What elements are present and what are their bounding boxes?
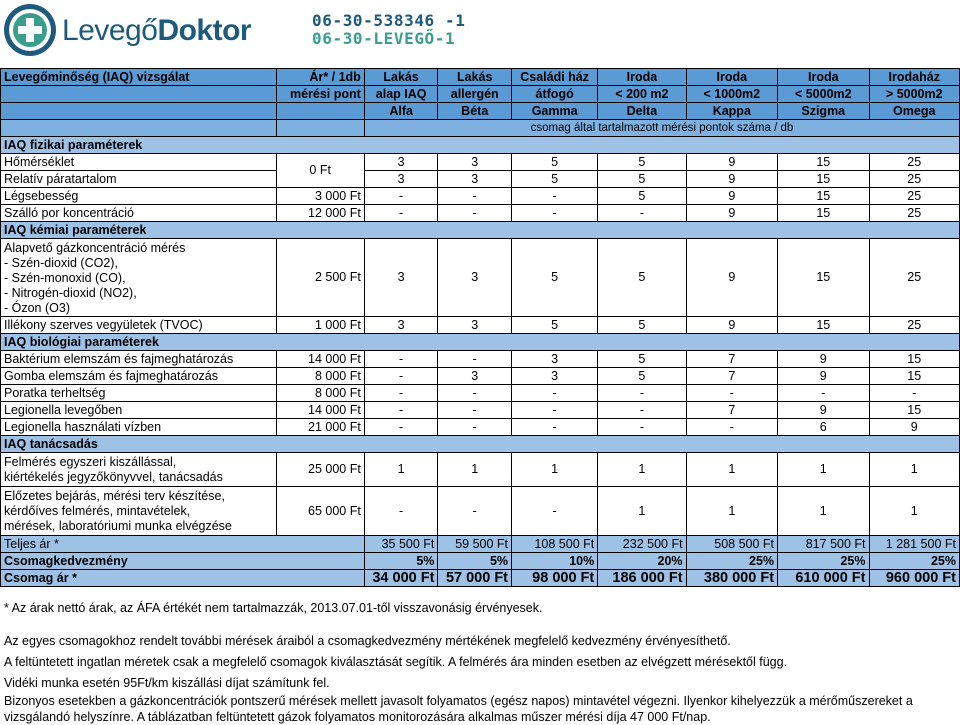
price-cell: 65 000 Ft xyxy=(276,487,364,536)
value-cell: 6 xyxy=(778,419,869,436)
label-line: - Szén-monoxid (CO), xyxy=(4,271,126,285)
value-cell: - xyxy=(364,368,438,385)
header-cell: Ár* / 1db xyxy=(276,69,364,86)
value-cell: 15 xyxy=(778,239,869,317)
value-cell: - xyxy=(512,385,598,402)
value-cell: - xyxy=(364,188,438,205)
value-cell: 7 xyxy=(686,368,777,385)
package-name-cell: Delta xyxy=(598,103,686,120)
table-row xyxy=(1,487,960,536)
package-price-cell: 610 000 Ft xyxy=(778,570,869,587)
price-cell: 1 000 Ft xyxy=(276,317,364,334)
value-cell: - xyxy=(364,385,438,402)
value-cell: - xyxy=(438,205,512,222)
price-cell: 14 000 Ft xyxy=(276,351,364,368)
package-name-cell: Szigma xyxy=(778,103,869,120)
header-cell: Levegőminőség (IAQ) vizsgálat xyxy=(1,69,277,86)
row-label: Légsebesség xyxy=(1,188,277,205)
package-price-cell: 98 000 Ft xyxy=(512,570,598,587)
value-cell: - xyxy=(364,419,438,436)
value-cell: - xyxy=(686,385,777,402)
value-cell: 3 xyxy=(438,154,512,171)
price-cell: 12 000 Ft xyxy=(276,205,364,222)
value-cell: 3 xyxy=(512,368,598,385)
header-row-1 xyxy=(1,69,960,86)
discount-row xyxy=(1,553,960,570)
header-cell xyxy=(276,120,364,137)
phone-numbers xyxy=(312,12,466,48)
value-cell: 9 xyxy=(686,154,777,171)
value-cell: - xyxy=(512,205,598,222)
row-label: Szálló por koncentráció xyxy=(1,205,277,222)
label-line: mérések, laboratóriumi munka elvégzése xyxy=(4,519,232,533)
discount-cell: 10% xyxy=(512,553,598,570)
row-label: Legionella használati vízben xyxy=(1,419,277,436)
value-cell: - xyxy=(598,419,686,436)
value-cell: 5 xyxy=(598,188,686,205)
package-price-cell: 960 000 Ft xyxy=(869,570,960,587)
value-cell: 9 xyxy=(686,171,777,188)
footnote-travel: Vidéki munka esetén 95Ft/km kiszállási díjat számítunk fel. xyxy=(4,676,330,690)
table-row xyxy=(1,317,960,334)
value-cell: - xyxy=(438,351,512,368)
value-cell: 3 xyxy=(438,171,512,188)
value-cell: 3 xyxy=(364,239,438,317)
iaq-price-table xyxy=(0,68,960,587)
value-cell: 25 xyxy=(869,205,960,222)
package-price-row xyxy=(1,570,960,587)
package-name-cell: Kappa xyxy=(686,103,777,120)
label-line: kiértékelés jegyzőkönyvvel, tanácsadás xyxy=(4,470,223,484)
table-row xyxy=(1,154,960,171)
price-cell: 14 000 Ft xyxy=(276,402,364,419)
package-price-cell: 34 000 Ft xyxy=(364,570,438,587)
value-cell: 15 xyxy=(778,188,869,205)
price-cell: 2 500 Ft xyxy=(276,239,364,317)
label-line: - Ózon (O3) xyxy=(4,301,70,315)
row-label: Poratka terheltség xyxy=(1,385,277,402)
discount-cell: 25% xyxy=(778,553,869,570)
header-cell xyxy=(1,86,277,103)
package-name-cell: Omega xyxy=(869,103,960,120)
value-cell: 1 xyxy=(364,453,438,487)
package-name-cell: Alfa xyxy=(364,103,438,120)
total-cell: 508 500 Ft xyxy=(686,536,777,553)
price-cell: 8 000 Ft xyxy=(276,385,364,402)
header-cell: Iroda xyxy=(778,69,869,86)
value-cell: 7 xyxy=(686,402,777,419)
total-cell: 817 500 Ft xyxy=(778,536,869,553)
section-title: IAQ fizikai paraméterek xyxy=(1,137,960,154)
total-cell: 59 500 Ft xyxy=(438,536,512,553)
value-cell: 3 xyxy=(364,154,438,171)
value-cell: 25 xyxy=(869,188,960,205)
levegodoktor-logo-icon xyxy=(2,2,58,58)
header-cell: Lakás xyxy=(438,69,512,86)
value-cell: 3 xyxy=(438,368,512,385)
package-name-cell: Gamma xyxy=(512,103,598,120)
row-label: Baktérium elemszám és fajmeghatározás xyxy=(1,351,277,368)
section-row-advice xyxy=(1,436,960,453)
brand-name-part2: Doktor xyxy=(157,14,252,47)
value-cell: 1 xyxy=(686,487,777,536)
value-cell: 7 xyxy=(686,351,777,368)
header-cell: < 1000m2 xyxy=(686,86,777,103)
value-cell: - xyxy=(438,385,512,402)
header-cell: < 5000m2 xyxy=(778,86,869,103)
value-cell: 25 xyxy=(869,154,960,171)
header-cell: átfogó xyxy=(512,86,598,103)
row-label: Csomag ár * xyxy=(1,570,365,587)
header-cell xyxy=(1,103,277,120)
value-cell: 9 xyxy=(778,368,869,385)
row-label: Teljes ár * xyxy=(1,536,365,553)
total-cell: 108 500 Ft xyxy=(512,536,598,553)
header-cell: Irodaház xyxy=(869,69,960,86)
row-label: Gomba elemszám és fajmeghatározás xyxy=(1,368,277,385)
price-cell: 8 000 Ft xyxy=(276,368,364,385)
value-cell: - xyxy=(598,402,686,419)
value-cell: 1 xyxy=(598,487,686,536)
value-cell: - xyxy=(438,487,512,536)
value-cell: 1 xyxy=(869,453,960,487)
row-label xyxy=(1,487,277,536)
value-cell: - xyxy=(512,419,598,436)
total-cell: 35 500 Ft xyxy=(364,536,438,553)
value-cell: - xyxy=(438,188,512,205)
table-row xyxy=(1,205,960,222)
header-cell: alap IAQ xyxy=(364,86,438,103)
header-cell xyxy=(276,103,364,120)
value-cell: - xyxy=(438,402,512,419)
value-cell: 9 xyxy=(686,239,777,317)
price-cell: 0 Ft xyxy=(276,154,364,188)
value-cell: 15 xyxy=(778,154,869,171)
measure-points-caption: csomag által tartalmazott mérési pontok száma / db xyxy=(364,120,959,137)
value-cell: 3 xyxy=(364,317,438,334)
value-cell: 1 xyxy=(778,453,869,487)
value-cell: - xyxy=(598,385,686,402)
value-cell: 5 xyxy=(512,317,598,334)
value-cell: - xyxy=(512,188,598,205)
value-cell: - xyxy=(778,385,869,402)
label-line: Előzetes bejárás, mérési terv készítése, xyxy=(4,489,225,503)
value-cell: 5 xyxy=(598,317,686,334)
value-cell: 25 xyxy=(869,317,960,334)
discount-cell: 25% xyxy=(869,553,960,570)
header-cell xyxy=(1,120,277,137)
total-cell: 1 281 500 Ft xyxy=(869,536,960,553)
row-label: Relatív páratartalom xyxy=(1,171,277,188)
value-cell: 1 xyxy=(778,487,869,536)
price-cell: 25 000 Ft xyxy=(276,453,364,487)
value-cell: - xyxy=(512,487,598,536)
value-cell: - xyxy=(438,419,512,436)
discount-cell: 25% xyxy=(686,553,777,570)
phone-number-1: 06-30-538346 -1 xyxy=(312,11,466,30)
row-label: Illékony szerves vegyületek (TVOC) xyxy=(1,317,277,334)
header-row-3 xyxy=(1,103,960,120)
page-header xyxy=(0,0,960,66)
row-label xyxy=(1,453,277,487)
header-cell: Iroda xyxy=(598,69,686,86)
header-cell: allergén xyxy=(438,86,512,103)
section-row-chemical xyxy=(1,222,960,239)
value-cell: 25 xyxy=(869,239,960,317)
brand-name-part1: Levegő xyxy=(62,14,158,47)
brand-name xyxy=(62,14,251,48)
table-row xyxy=(1,385,960,402)
table-row xyxy=(1,453,960,487)
value-cell: - xyxy=(686,419,777,436)
value-cell: 9 xyxy=(686,188,777,205)
value-cell: 15 xyxy=(778,205,869,222)
value-cell: 3 xyxy=(512,351,598,368)
value-cell: 5 xyxy=(512,171,598,188)
phone-number-2: 06-30-LEVEGŐ-1 xyxy=(312,29,456,48)
value-cell: - xyxy=(364,205,438,222)
value-cell: 5 xyxy=(512,239,598,317)
value-cell: 15 xyxy=(778,317,869,334)
header-cell: Lakás xyxy=(364,69,438,86)
section-title: IAQ tanácsadás xyxy=(1,436,960,453)
header-row-2 xyxy=(1,86,960,103)
footnote-discount: Az egyes csomagokhoz rendelt további mérések áraiból a csomagkedvezmény mértékének megfelelő kedvezmény érvényesíthető. xyxy=(4,634,731,648)
header-cell: > 5000m2 xyxy=(869,86,960,103)
package-name-cell: Béta xyxy=(438,103,512,120)
value-cell: 15 xyxy=(869,402,960,419)
package-price-cell: 186 000 Ft xyxy=(598,570,686,587)
value-cell: 1 xyxy=(869,487,960,536)
value-cell: 5 xyxy=(598,239,686,317)
value-cell: 25 xyxy=(869,171,960,188)
value-cell: - xyxy=(869,385,960,402)
value-cell: 15 xyxy=(778,171,869,188)
value-cell: - xyxy=(364,487,438,536)
package-price-cell: 57 000 Ft xyxy=(438,570,512,587)
table-row xyxy=(1,402,960,419)
table-row xyxy=(1,419,960,436)
section-title: IAQ biológiai paraméterek xyxy=(1,334,960,351)
table-row xyxy=(1,351,960,368)
value-cell: 5 xyxy=(512,154,598,171)
label-line: Felmérés egyszeri kiszállással, xyxy=(4,455,177,469)
discount-cell: 5% xyxy=(438,553,512,570)
footnote-prices: * Az árak nettó árak, az ÁFA értékét nem tartalmazzák, 2013.07.01-től visszavonásig érvényesek. xyxy=(4,601,543,615)
section-title: IAQ kémiai paraméterek xyxy=(1,222,960,239)
label-line: kérdőíves felmérés, mintavételek, xyxy=(4,504,191,518)
footnote-sizes: A feltüntetett ingatlan méretek csak a megfelelő csomagok kiválasztását segítik. A felmérés ára minden esetben az elvégzett mérésektől függ. xyxy=(4,655,788,669)
header-cell: < 200 m2 xyxy=(598,86,686,103)
package-price-cell: 380 000 Ft xyxy=(686,570,777,587)
price-cell: 21 000 Ft xyxy=(276,419,364,436)
section-row-physical xyxy=(1,137,960,154)
value-cell: 15 xyxy=(869,351,960,368)
header-cell: Iroda xyxy=(686,69,777,86)
value-cell: 9 xyxy=(686,317,777,334)
value-cell: 9 xyxy=(778,351,869,368)
label-line: Alapvető gázkoncentráció mérés xyxy=(4,241,186,255)
price-cell: 3 000 Ft xyxy=(276,188,364,205)
value-cell: 1 xyxy=(598,453,686,487)
value-cell: 5 xyxy=(598,368,686,385)
row-label: Csomagkedvezmény xyxy=(1,553,365,570)
label-line: - Nitrogén-dioxid (NO2), xyxy=(4,286,137,300)
discount-cell: 20% xyxy=(598,553,686,570)
section-row-biological xyxy=(1,334,960,351)
value-cell: 3 xyxy=(438,317,512,334)
value-cell: - xyxy=(364,402,438,419)
discount-cell: 5% xyxy=(364,553,438,570)
header-row-4 xyxy=(1,120,960,137)
value-cell: - xyxy=(364,351,438,368)
value-cell: 5 xyxy=(598,154,686,171)
table-row xyxy=(1,171,960,188)
value-cell: 1 xyxy=(512,453,598,487)
value-cell: 9 xyxy=(869,419,960,436)
value-cell: 1 xyxy=(438,453,512,487)
table-row xyxy=(1,188,960,205)
header-cell: mérési pont xyxy=(276,86,364,103)
header-cell: Családi ház xyxy=(512,69,598,86)
value-cell: - xyxy=(512,402,598,419)
row-label: Legionella levegőben xyxy=(1,402,277,419)
table-row xyxy=(1,368,960,385)
value-cell: 9 xyxy=(686,205,777,222)
value-cell: 3 xyxy=(438,239,512,317)
row-label xyxy=(1,239,277,317)
value-cell: - xyxy=(598,205,686,222)
label-line: - Szén-dioxid (CO2), xyxy=(4,256,118,270)
value-cell: 5 xyxy=(598,171,686,188)
value-cell: 9 xyxy=(778,402,869,419)
value-cell: 15 xyxy=(869,368,960,385)
table-row xyxy=(1,239,960,317)
value-cell: 3 xyxy=(364,171,438,188)
total-cell: 232 500 Ft xyxy=(598,536,686,553)
footnote-monitoring: Bizonyos esetekben a gázkoncentrációk pontszerű mérések mellett javasolt folyamatos (egész napos) mintavétel végezni. Ilyenkor kihelyezzük a mérőműszereket a vizsgálandó helyszínre. A táblázatban feltüntetett gázok folyamatos monitorozására alkalmas műszer mérési díja 47 000 Ft/nap. xyxy=(4,694,913,724)
row-label: Hőmérséklet xyxy=(1,154,277,171)
value-cell: 5 xyxy=(598,351,686,368)
value-cell: 1 xyxy=(686,453,777,487)
total-price-row xyxy=(1,536,960,553)
